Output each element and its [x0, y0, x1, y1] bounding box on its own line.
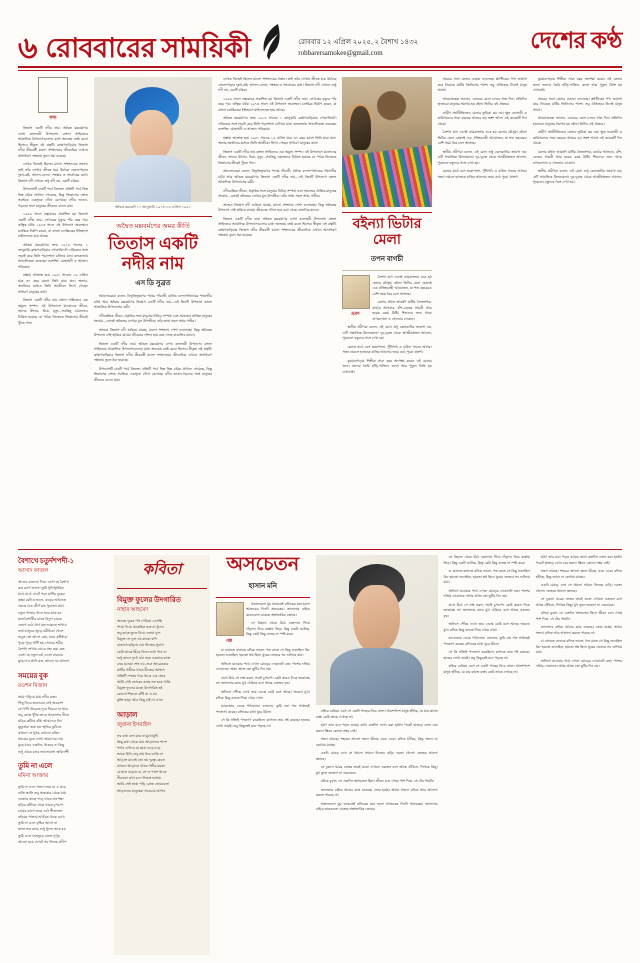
paragraph: বাইরে বেরিয়ে এসে সে একটা গাছের নিচে বসল। আশেপাশে মানুষ হাঁটছে, যে যার কাজে ব্যস্ত। কেউ তাকে দেখছে না।: [443, 664, 530, 674]
book-thumbnail-icon: [342, 275, 370, 309]
poem-line: পিছু ফিরে তাকাবার নেই অবকাশ: [18, 700, 63, 705]
poem-line: আড়ালের মানুষেরা সবচেয়ে আপন: [116, 788, 166, 793]
poem-line: মুছে দাও গ্লানি যত, আনো নব আলো: [18, 659, 70, 664]
paragraph: যক্ষ্মায় আক্রান্ত হয়ে ১৯৫১ সালের ১৬ এপ্রিল মাত্র ৩৭ বছর বয়সে তিনি মারা যান। অভাব-অনটনের মধ্যেও তিনি আজীবন লিখে গেছেন সাধারণ মানুষের কথা।: [18, 273, 88, 294]
poem-body: [18, 694, 108, 755]
paragraph: অদ্বৈত মল্লবর্মণের জন্ম ১৯১৪ সালের ১ জানুয়ারি ব্রাহ্মণবাড়িয়ার গোকর্ণঘাটে। দারিদ্র্যের সঙ্গে লড়াই করে তিনি পড়াশোনা চালিয়ে যান। কলকাতায় সাংবাদিকতা করেছেন নবশক্তি, মোহাম্মদী ও আজাদ পত্রিকায়।: [18, 242, 88, 269]
story-kicker: গল্প: [225, 637, 232, 643]
paragraph: মেলার মাঠে বসে যাত্রাপালা, পুঁথিপাঠ ও বাউল গানের আসর। সন্ধ্যা নামলে হ্যাজাক বাতির আলোয় জমে ওঠে পুরো প্রাঙ্গণ।: [437, 169, 527, 179]
poem-line: রুদ্র রূপে জাগো তুমি ধূলিধূসরিত: [18, 586, 64, 591]
paragraph: সন্ধ্যা নামছে। শহরের আলো জ্বলে উঠছে একে একে। রফিক হাঁটছে, কিন্তু জানে না কোথায় যাচ্ছে।: [315, 737, 438, 747]
poem-line: কিছু কথা থেকে যায় আড়ালের পাশে: [116, 739, 168, 744]
poem-line: ঝরে যাওয়া শেষ নয়, শুরু আরেকবার: [116, 661, 169, 666]
story-body-part2: [216, 648, 310, 729]
poem-body: [117, 733, 207, 794]
paragraph: বৈশাখ মাস এলেই গ্রামবাংলায় শুরু হয় মেলার মৌসুম। বইন্যা ভিটার মেলা তেমনই এক ঐতিহ্যবাহী আয়োজন, যা শত বছরেরও বেশি সময় ধরে চলে আসছে।: [437, 130, 527, 146]
paragraph: তিতাস একটি নদীর নাম বাংলা সাহিত্যের এক অমূল্য সম্পদ। এই উপন্যাসে মালোদের জীবন, তাদের উৎসব, বিয়ে, মৃত্যু—সবকিছু এমনভাবে চিত্রিত হয়েছে যে পাঠক নিজেকে তিতাসের তীরেই খুঁজে পান।: [218, 149, 337, 165]
paragraph: সমালোচকরা বলেন, বিভূতিভূষণের পথের পাঁচালী, মানিক বন্দ্যোপাধ্যায়ের পদ্মানদীর মাঝি আর অদ্বৈত মল্লবর্মণের তিতাস একটি নদীর নাম—এই তিনটি উপন্যাস বাংলা আঞ্চলিক উপন্যাসের ত্রয়ী।: [93, 294, 213, 310]
column-2: [94, 77, 212, 547]
paragraph: অফিসে যাওয়ার পথে দেখল মোড়ের দোকানটা বন্ধ। পাশের দর্জির দোকানও। অথচ আজ তো ছুটির দিন নয়।: [443, 588, 530, 599]
poem-line: বিমুক্ত ফুলের মতো উদগারিত হই: [116, 686, 163, 691]
poem-line: বাতি জ্বালি তবু অন্ধকার থেকে যায়: [18, 790, 67, 795]
article-headline: তিতাস একটি নদীর নাম: [108, 234, 198, 273]
paper-name: দেশের কণ্ঠ: [530, 28, 622, 53]
poetry-column-2: [114, 555, 210, 955]
poem-line: পর্দার ওপারে যে ছায়া নড়ে চড়ে: [116, 745, 161, 750]
mela-body-part1: [372, 275, 431, 325]
paragraph: মেলার প্রধান আকর্ষণ মাটির তৈজসপত্র, কাঠের আসবাব, বাঁশ-বেতের সামগ্রী আর হরেক রকম মিষ্টি। শিশুদের জন্য থাকে নাগরদোলা ও খেলনার দোকান।: [372, 300, 432, 321]
story-body-part1: [246, 602, 310, 641]
paragraph: অফিসে পৌঁছে দেখে তার ডেস্কে কেউ বসে আছে। অচেনা মুখ। রফিক কিছু বলতে গিয়ে থেমে গেল।: [215, 689, 310, 700]
poem-line: সময়ের বুকে লেখা আমাদের নাম: [18, 737, 63, 742]
poem-line: জেগে ওঠে প্রাণ যত শুকনো শাখায়: [18, 622, 67, 627]
poem-line: পুড়ে পুড়ে খাঁটি হয় সোনার শরীর: [18, 641, 63, 646]
paragraph: অদ্বৈত মল্লবর্মণের জন্ম ১৯১৪ সালের ১ জানুয়ারি ব্রাহ্মণবাড়িয়ার গোকর্ণঘাটে। দারিদ্র্যের সঙ্গে লড়াই করে তিনি পড়াশোনা চালিয়ে যান। কলকাতায় সাংবাদিকতা করেছেন নবশক্তি, মোহাম্মদী ও আজাদ পত্রিকায়।: [218, 116, 337, 132]
paragraph: অফিসে যাওয়ার পথে দেখল মোড়ের দোকানটা বন্ধ। পাশের দর্জির দোকানও। অথচ আজ তো ছুটির দিন নয়।: [215, 661, 310, 672]
story-body-part5: [536, 555, 622, 670]
paragraph: হঠাৎ তার মনে পড়ল মায়ের কথা। কতদিন ফোন করা হয়নি। পকেট হাতড়ে ফোন বের করল। স্ক্রিনে কোনো নম্বর নেই।: [535, 555, 623, 565]
mela-body-part3: [438, 77, 527, 180]
paragraph: সে ঢুকল। ঘরের ভেতর তারই মতো দেখতে একজন বসে আছে টেবিলে, লিখছে কিছু। মুখ তুলে তাকাল না একবারও।: [535, 597, 623, 607]
portrait-illustration-adwaita: [94, 77, 212, 202]
book-thumbnail-icon: [38, 77, 68, 113]
mela-body-part4: [533, 77, 622, 186]
paragraph: আজও তিতাস নদী শুকিয়ে যাচ্ছে, মালো সম্প্রদায় পেশা বদলাচ্ছে। কিন্তু অদ্বৈতর উপন্যাস সেই হারিয়ে যাওয়া জীবনের দলিল হয়ে রয়ে গেছে বাঙালির মননে।: [93, 327, 213, 338]
poem-line: কখনো সে ধূসর, কখনো রঙিন: [18, 731, 60, 736]
paragraph: কুমোরপাড়ার শিল্পীরা সারা বছর অপেক্ষা করেন এই মেলার জন্য। তাদের তৈরি হাঁড়ি-পাতিল, কলস আর পুতুল বিক্রি হয় এখানেই।: [342, 358, 432, 374]
paragraph: চা বানাতে বানাতে রফিক ভাবল, গত রাতে সে কিছু শুনেছিল কি? হয়তো শুনেছিল, হয়তো স্বপ্ন ছিল। ঘুমের ভেতরে সব গুলিয়ে যায়।: [443, 569, 530, 585]
bottom-section: [18, 555, 622, 955]
paragraph: অফিসে পৌঁছে দেখে তার ডেস্কে কেউ বসে আছে। অচেনা মুখ। রফিক কিছু বলতে গিয়ে থেমে গেল।: [443, 622, 530, 632]
paragraph: স্থানীয় প্রবীণরা বলেন, এই মেলা শুধু কেনাকাটার জায়গা নয়; এটি সামাজিক মিলনমেলা। দূর-দূরান্ত থেকে আত্মীয়স্বজন আসেন, পুরোনো বন্ধুদের সঙ্গে দেখা হয়।: [437, 149, 527, 165]
column-4: [342, 77, 431, 547]
poem-line: যে পাখি উড়েছে দূরে ফিরবে না আর: [18, 706, 68, 711]
paragraph: তিতাস একটি নদীর নাম বাংলা সাহিত্যের এক অমূল্য সম্পদ। এই উপন্যাসে মালোদের জীবন, তাদের উৎসব, বিয়ে, মৃত্যু—সবকিছু এমনভাবে চিত্রিত হয়েছে যে পাঠক নিজেকে তিতাসের তীরেই খুঁজে পান।: [18, 298, 88, 325]
paragraph: সন্ধ্যা নামছে। শহরের আলো জ্বলে উঠছে একে একে। রফিক হাঁটছে, কিন্তু জানে না কোথায় যাচ্ছে।: [535, 569, 623, 579]
column-3: [218, 77, 336, 547]
poem-author: আসাদ কাজল: [18, 568, 49, 574]
paragraph: রফিক বুঝল, সে এতদিন অসচেতন ছিল। জীবন চলে গেছে পাশ দিয়ে, সে টের পায়নি।: [320, 779, 435, 784]
book-thumbnail-icon: [216, 602, 244, 636]
paragraph: স্থানীয় প্রবীণরা বলেন, এই মেলা শুধু কেনাকাটার জায়গা নয়; এটি সামাজিক মিলনমেলা। দূর-দূরান্ত থেকে আত্মীয়স্বজন আসেন, পুরোনো বন্ধুদের সঙ্গে দেখা হয়।: [532, 169, 623, 185]
story-byline: হাসান মনি: [248, 581, 278, 590]
paragraph: লেখক নিজেই ছিলেন মালো সম্প্রদায়ের সন্তান। তাই তাঁর লেখায় জীবন্ত হয়ে উঠেছে জেলেপাড়ার দুঃখ-কষ্ট, আনন্দ-বেদনা, সংস্কার ও সংগ্রামের কথা। তিতাস নদী এখানে শুধু নদী নয়, একটি চরিত্র।: [18, 162, 88, 183]
paragraph: ১৯৫৬ সালে গ্রন্থাকারে প্রকাশিত হয় তিতাস একটি নদীর নাম। লেখকের মৃত্যুর পাঁচ বছর পর। ঋত্বিক ঘটক ১৯৭৩ সালে এই উপন্যাস অবলম্বনে চলচ্চিত্র নির্মাণ করেন, যা বাংলা চলচ্চিত্রের ইতিহাসে মাইলফলক হয়ে আছে।: [218, 96, 337, 112]
paragraph: যক্ষ্মায় আক্রান্ত হয়ে ১৯৫১ সালের ১৬ এপ্রিল মাত্র ৩৭ বছর বয়সে তিনি মারা যান। অভাব-অনটনের মধ্যেও তিনি আজীবন লিখে গেছেন সাধারণ মানুষের কথা।: [218, 135, 337, 146]
paragraph: আয়োজকরা জানান, এবারের মেলা চলবে সাত দিন। প্রতিদিন হাজারো মানুষের সমাগম হয় বইন্যা ভিটার এই প্রান্তরে।: [437, 96, 527, 107]
poem-line: মুহূর্তেরা জমা হয় স্মৃতির কুঠিতে: [18, 725, 62, 730]
masthead-meta: [298, 37, 530, 62]
poem-title: সময়ের বুক: [18, 671, 48, 680]
paragraph: লেখক নিজেই ছিলেন মালো সম্প্রদায়ের সন্তান। তাই তাঁর লেখায় জীবন্ত হয়ে উঠেছে জেলেপাড়ার দুঃখ-কষ্ট, আনন্দ-বেদনা, সংস্কার ও সংগ্রামের কথা। তিতাস নদী এখানে শুধু নদী নয়, একটি চরিত্র।: [218, 77, 337, 93]
poem-author: রওশন মিজান: [18, 682, 48, 689]
paragraph: মেলার প্রধান আকর্ষণ মাটির তৈজসপত্র, কাঠের আসবাব, বাঁশ-বেতের সামগ্রী আর হরেক রকম মিষ্টি। শিশুদের জন্য থাকে নাগরদোলা ও খেলনার দোকান।: [532, 149, 623, 165]
poem-title: বিমুক্ত ফুলের উদগারিত: [116, 596, 181, 604]
poem-line: পায়ে পায়ে জমেছিল কত না ধুলো: [116, 625, 164, 630]
paragraph: নদীকেন্দ্রিক জীবন, প্রকৃতির সঙ্গে মানুষের নিবিড় সম্পর্ক এবং সমাজের প্রান্তিক মানুষের সংগ্রাম—এসবই অদ্বৈতর লেখার মূল উপজীব্য। তাঁর ভাষা সরল অথচ গভীর।: [93, 313, 213, 324]
poem-line: কখনো আড়ালে থাকে গভীর মমতা: [116, 764, 166, 769]
story-column-3: [444, 555, 530, 955]
poem-line: আগুন ঝরানো দিনে এসো হে বৈশাখ: [18, 580, 69, 584]
paragraph: সমালোচকরা বলেন, বিভূতিভূষণের পথের পাঁচালী, মানিক বন্দ্যোপাধ্যায়ের পদ্মানদীর মাঝি আর অদ্বৈত মল্লবর্মণের তিতাস একটি নদীর নাম—এই তিনটি উপন্যাস বাংলা আঞ্চলিক উপন্যাসের ত্রয়ী।: [218, 169, 337, 185]
column-6: [533, 77, 622, 547]
divider: [216, 597, 310, 598]
column-1: [18, 77, 88, 547]
masthead: [18, 22, 622, 68]
paragraph: একটা মোড়ে এসে সে থামল। সামনে নিজের বাড়ি। দরজা খোলা। ভেতরে আলো জ্বলছে।: [535, 583, 623, 593]
paragraph: বৈশাখ মাস এলেই গ্রামবাংলায় শুরু হয় মেলার মৌসুম। বইন্যা ভিটার মেলা তেমনই এক ঐতিহ্যবাহী আয়োজন, যা শত বছরেরও বেশি সময় ধরে চলে আসছে।: [372, 275, 432, 296]
paragraph: জানালার বাইরে আবার কাক ডাকছে। ভোর হচ্ছে। অথবা সন্ধ্যা। রফিক আর আলাদা করতে পারছে না।: [535, 625, 623, 635]
paragraph: তিতাস একটি নদীর নাম। অদ্বৈত মল্লবর্মণের লেখা কালজয়ী উপন্যাস। বাংলা সাহিত্যের আঞ্চলিক উপন্যাসগুলোর মধ্যে অন্যতম শ্রেষ্ঠ রচনা হিসেবে স্বীকৃত এই গ্রন্থটি। ব্রাহ্মণবাড়িয়ার তিতাস নদীর তীরবর্তী মালো সম্প্রদায়ের জীবনচিত্র এখানে অসাধারণ দক্ষতায় তুলে ধরা হয়েছে।: [218, 216, 337, 238]
poem-line: নতুন পাতার গানে ভরে যাক বন: [18, 610, 62, 615]
poem-body: [117, 618, 207, 704]
paragraph: ১৯৫৬ সালে গ্রন্থাকারে প্রকাশিত হয় তিতাস একটি নদীর নাম। লেখকের মৃত্যুর পাঁচ বছর পর। ঋত্বিক ঘটক ১৯৭৩ সালে এই উপন্যাস অবলম্বনে চলচ্চিত্র নির্মাণ করেন, যা বাংলা চলচ্চিত্রের ইতিহাসে মাইলফলক হয়ে আছে।: [18, 212, 88, 239]
poem-line: বইয়ের পাতায় আটকে থাকে চোখ: [18, 815, 65, 820]
story-column-2: [316, 555, 438, 955]
column-5: [438, 77, 527, 547]
mela-byline: তপন বাগচী: [370, 255, 404, 264]
divider: [342, 212, 431, 213]
poem-line: বাতাসে ছড়িয়ে দেয় নিজের সুবাস: [116, 643, 164, 648]
poem-line: তুমি না এলে সন্ধ্যা নামে না এ ঘরে: [18, 784, 66, 789]
paragraph: মেলার মাঠে বসে যাত্রাপালা, পুঁথিপাঠ ও বাউল গানের আসর। সন্ধ্যা নামলে হ্যাজাক বাতির আলোয় জমে ওঠে পুরো প্রাঙ্গণ।: [342, 344, 432, 355]
article-main-body-part2: [94, 294, 212, 383]
paragraph: ম্যানেজার ডেকে পাঠালেন। বললেন, তুমি তো গত সপ্তাহেই পদত্যাগ করেছ। রফিকের মাথা ঘুরে উঠল।: [443, 636, 530, 646]
poem-line: বৈশাখ শেখায় মোরে সহ্য করা ব্রত: [18, 647, 65, 652]
divider: [117, 588, 207, 589]
masthead-rule: [18, 70, 622, 71]
poetry-column-1: [18, 555, 108, 955]
paragraph: নদীকেন্দ্রিক জীবন, প্রকৃতির সঙ্গে মানুষের নিবিড় সম্পর্ক এবং সমাজের প্রান্তিক মানুষের সংগ্রাম—এসবই অদ্বৈতর লেখার মূল উপজীব্য। তাঁর ভাষা সরল অথচ গভীর।: [218, 188, 337, 199]
paragraph: জানালার বাইরে আবার কাক ডাকছে। ভোর হচ্ছে। অথবা সন্ধ্যা। রফিক আর আলাদা করতে পারছে না।: [315, 787, 438, 798]
article-kicker-godyo: গদ্য: [49, 116, 57, 121]
poem-author: নাহার আহমেদ: [116, 607, 149, 613]
paragraph: সে বিছানা থেকে উঠে বারান্দায় গিয়ে দাঁড়াল। নিচে রাস্তায় ভিড়। কিছু একটা ঘটেছে, কিন্তু কেউ কিছু বলছে না স্পষ্ট করে।: [245, 621, 310, 637]
poem-author: মমিনা আক্তার: [18, 772, 49, 779]
poem-line: মাঠে মাঠে ফেটে পড়া মাটির বুকের: [18, 592, 65, 597]
paragraph: চা বানাতে বানাতে রফিক ভাবল, গত রাতে সে কিছু শুনেছিল কি? হয়তো শুনেছিল, হয়তো স্বপ্ন ছিল। ঘুমের ভেতরে সব গুলিয়ে যায়।: [535, 639, 623, 655]
paragraph: সময়ের সঙ্গে মেলার চেহারা বদলেছে। প্লাস্টিকের পণ্য জায়গা করে নিয়েছে মাটির জিনিসের পাশে। তবু ঐতিহ্যের টানেই মানুষ আসে।: [437, 77, 527, 93]
poem-line: অনেক দূরের পথ পেরিয়ে এসেছি: [116, 619, 163, 623]
poem-line: তাকে চিনি, তবু নাম ধরে ডাকি না: [116, 751, 163, 756]
paragraph: ম্যানেজার ডেকে পাঠালেন। বললেন, তুমি তো গত সপ্তাহেই পদত্যাগ করেছ। রফিকের মাথা ঘুরে উঠল।: [215, 704, 310, 714]
poem-author: জুবানা ইসমাইল: [116, 721, 151, 728]
poem-line: আমি সেই ভাষা পড়ি রোজ ভোরবেলা: [116, 782, 170, 787]
poetry-section-badge: কবিতা: [142, 562, 182, 578]
poem-line: তপ্ত বালুচর জুড়ে মরীচিকা খেলে: [18, 628, 64, 633]
paragraph: আজও তিতাস নদী শুকিয়ে যাচ্ছে, মালো সম্প্রদায় পেশা বদলাচ্ছে। কিন্তু অদ্বৈতর উপন্যাস সেই হারিয়ে যাওয়া জীবনের দলিল হয়ে রয়ে গেছে বাঙালির মননে।: [218, 202, 337, 213]
poem-title: আড়াল: [116, 710, 138, 719]
paragraph: বাইরে বেরিয়ে এসে সে একটা গাছের নিচে বসল। আশেপাশে মানুষ হাঁটছে, যে যার কাজে ব্যস্ত। কেউ তাকে দেখছে না।: [315, 709, 438, 719]
poem-body: [18, 784, 108, 845]
poem-line: যে হাত বাড়ায় না, সে-ও পাশে থাকে: [116, 770, 167, 775]
poem-line: বিমুক্ত সে ফুল নয় কারো বন্দি: [116, 637, 158, 642]
paragraph: সকালবেলা ঘুম ভাঙতেই রফিকের মনে হলো আজকের দিনটা অন্যরকম। জানালার বাইরে কাকগুলো ডাকছে অস্বাভাবিক জোরে।: [245, 601, 310, 617]
paragraph: সে কি সত্যিই পদত্যাগ করেছিল? কাগজে তার সই রয়েছে। হাতের লেখা তারই। তবু কিছুতেই মনে পড়ছে না।: [443, 650, 530, 660]
poem-line: দরজার কাছে পড়ে থাকে অপেক্ষা: [18, 796, 64, 801]
poem-line: তৃষ্ণা মেটাও জলে, ঝড়ের আঘাতে: [18, 598, 67, 603]
paragraph: চা বানাতে বানাতে রফিক ভাবল, গত রাতে সে কিছু শুনেছিল কি? হয়তো শুনেছিল, হয়তো স্বপ্ন ছিল। ঘুমের ভেতরে সব গুলিয়ে যায়।: [215, 647, 310, 658]
poem-line: কালবৈশাখীর রাতে বিদ্যুৎ চমকে: [18, 616, 62, 621]
divider: [94, 216, 212, 217]
article-main-body-part3: [218, 77, 336, 239]
paragraph: উপন্যাসটি চারটি পর্বে বিভক্ত। প্রতিটি পর্বে ভিন্ন ভিন্ন চরিত্র প্রাধান্য পেয়েছে, কিন্তু তিতাসের স্রোত সবাইকে একসূত্রে গেঁথে রেখেছে। নদীর ভাঙন-গড়নের সঙ্গে মানুষের জীবনও বদলে যায়।: [18, 187, 88, 208]
paragraph: উপন্যাসটি চারটি পর্বে বিভক্ত। প্রতিটি পর্বে ভিন্ন ভিন্ন চরিত্র প্রাধান্য পেয়েছে, কিন্তু তিতাসের স্রোত সবাইকে একসূত্রে গেঁথে রেখেছে। নদীর ভাঙন-গড়নের সঙ্গে মানুষের জীবনও বদলে যায়।: [93, 366, 213, 382]
poem-line: এসো হে নতুন বর্ষ, এসো বারবার: [18, 653, 63, 658]
poem-line: শুধু থেকে যাবে ভালোবাসা অবিনাশী: [18, 749, 69, 754]
paragraph: কুমোরপাড়ার শিল্পীরা সারা বছর অপেক্ষা করেন এই মেলার জন্য। তাদের তৈরি হাঁড়ি-পাতিল, কলস আর পুতুল বিক্রি হয় এখানেই।: [532, 77, 623, 93]
poem-line: শুধু জানে ফুটে ওঠা তার একমাত্র কাজ: [116, 655, 171, 660]
contact-email: robbarersamokee@gmail.com: [298, 48, 383, 57]
paragraph: সে কি সত্যিই পদত্যাগ করেছিল? কাগজে তার সই রয়েছে। হাতের লেখা তারই। তবু কিছুতেই মনে পড়ছে না।: [215, 718, 310, 728]
poem-line: আমি সেই ভোরের কাছে নত হয়ে থাকি: [116, 680, 171, 685]
poem-line: তুমি এলে ঘরজুড়ে বাজে নূপুর: [18, 833, 60, 838]
divider: [342, 270, 431, 271]
poem-line: মুছে যাবে একদিন, থাকবে না কিছু: [18, 743, 65, 748]
story-column-1: [216, 555, 310, 955]
fair-photograph: [342, 77, 431, 207]
article-byline: এস ডি সুব্রত: [135, 279, 171, 288]
article-subheadline: অদ্বৈত মল্লবর্মণের অমর কীর্তি: [116, 223, 190, 230]
poem-line: ঘড়ির কাঁটায় বাঁধা আমাদের দিন: [18, 718, 62, 723]
poem-title: বৈশাখে চতুর্দশপদী-১: [18, 557, 75, 565]
portrait-caption: অদ্বৈত মল্লবর্মণ । ১ জানুয়ারি ১৯১৪-১৬ এপ্রিল ১৯৫১: [114, 205, 192, 209]
feather-logo-icon: [258, 22, 284, 62]
poem-line: আড়াল মানেই তো নয় দূরত্ব কেবল: [116, 757, 165, 762]
poem-line: সব কথা বলা যায় না মুখোমুখি: [116, 733, 159, 738]
portrait-illustration-story: [316, 555, 438, 705]
story-body-part4: [444, 555, 530, 675]
section-divider: [18, 549, 622, 550]
poem-line: তুমি না এলে বৃষ্টিও আসে না: [18, 821, 58, 826]
poem-line: তবুও তো আসে মেঘ, নামে বৃষ্টিধারা: [18, 634, 68, 639]
issue-date: রোববার ১২ এপ্রিল ২০২৫, ২ বৈশাখ ১৪৩২: [298, 38, 419, 46]
paragraph: অফিসে যাওয়ার পথে দেখল মোড়ের দোকানটা বন্ধ। পাশের দর্জির দোকানও। অথচ আজ তো ছুটির দিন নয়।: [535, 658, 623, 669]
poem-line: মাটির গভীরে থাকে বীজের আশ্বাস: [116, 667, 165, 672]
poem-line: আলো হয়ে ফোটে সব নিভন্ত প্রদীপ: [18, 839, 67, 844]
paragraph: সে বিছানা থেকে উঠে বারান্দায় গিয়ে দাঁড়াল। নিচে রাস্তায় ভিড়। কিছু একটা ঘটেছে, কিন্তু কেউ কিছু বলছে না স্পষ্ট করে।: [443, 555, 530, 565]
poem-body: [18, 579, 108, 665]
paragraph: সময়ের সঙ্গে মেলার চেহারা বদলেছে। প্লাস্টিকের পণ্য জায়গা করে নিয়েছে মাটির জিনিসের পাশে। তবু ঐতিহ্যের টানেই মানুষ আসে।: [532, 96, 623, 112]
poem-line: কেউ তাকে ছিঁড়ে নিলে ব্যথা পায় না: [116, 649, 167, 654]
page-number: ৬: [18, 32, 38, 65]
poem-line: ভেঙে দাও জীর্ণ যত পুরাতন কথা: [18, 604, 64, 609]
poem-line: ঘড়ির কাঁটারা থেমে থাকে চুপচাপ: [18, 802, 64, 807]
paragraph: একটা মোড়ে এসে সে থামল। সামনে নিজের বাড়ি। দরজা খোলা। ভেতরে আলো জ্বলছে।: [315, 751, 438, 761]
poem-line: চায়ের কাপে জমে ওঠে শীতলতা: [18, 809, 63, 814]
story-column-4: [536, 555, 622, 955]
poem-line: তবু হাতে তুলে নিয়ে এলাম ফুল: [116, 631, 161, 636]
paragraph: গ্রামীণ অর্থনীতিতেও মেলার ভূমিকা কম নয়। ক্ষুদ্র ব্যবসায়ী ও কারিগরদের সারা বছরের আয়ের বড় অংশ আসে এই কয়েকটি দিন থেকে।: [437, 110, 527, 126]
article-main-body-part1: [18, 126, 88, 326]
supplement-title: রোববারের সাময়িকী: [45, 33, 251, 63]
paragraph: বাসে উঠে সে লক্ষ করল, সবাই চুপচাপ। কেউ কারও দিকে তাকাচ্ছে না। জানালার কাচে মুখ ঠেকিয়ে বসে আছে একজন বৃদ্ধ।: [215, 675, 310, 686]
paragraph: রফিক বুঝল, সে এতদিন অসচেতন ছিল। জীবন চলে গেছে পাশ দিয়ে, সে টের পায়নি।: [535, 611, 623, 621]
paragraph: আয়োজকরা জানান, এবারের মেলা চলবে সাত দিন। প্রতিদিন হাজারো মানুষের সমাগম হয় বইন্যা ভিটার এই প্রান্তরে।: [532, 116, 623, 126]
mela-body-part2: [342, 325, 431, 375]
poem-line: জানালার কাচে শুধু ধুলো জমে রয়: [18, 827, 66, 832]
paragraph: হঠাৎ তার মনে পড়ল মায়ের কথা। কতদিন ফোন করা হয়নি। পকেট হাতড়ে ফোন বের করল। স্ক্রিনে কোনো নম্বর নেই।: [315, 723, 438, 733]
paragraph: তিতাস একটি নদীর নাম। অদ্বৈত মল্লবর্মণের লেখা কালজয়ী উপন্যাস। বাংলা সাহিত্যের আঞ্চলিক উপন্যাসগুলোর মধ্যে অন্যতম শ্রেষ্ঠ রচনা হিসেবে স্বীকৃত এই গ্রন্থটি। ব্রাহ্মণবাড়িয়ার তিতাস নদীর তীরবর্তী মালো সম্প্রদায়ের জীবনচিত্র এখানে অসাধারণ দক্ষতায় তুলে ধরা হয়েছে।: [93, 341, 213, 363]
mela-headline: বইন্যা ভিটার মেলা: [352, 217, 422, 249]
mela-kicker: ভ্রমণ: [351, 311, 360, 317]
top-section: [18, 77, 622, 547]
poem-line: প্রতিটি শেষের পরে থাকে এক ভোর: [116, 673, 166, 678]
poem-title: তুমি না এলে: [18, 761, 53, 770]
masthead-left: [18, 22, 284, 65]
paragraph: বাসে উঠে সে লক্ষ করল, সবাই চুপচাপ। কেউ কারও দিকে তাকাচ্ছে না। জানালার কাচে মুখ ঠেকিয়ে বসে আছে একজন বৃদ্ধ।: [443, 602, 530, 618]
paragraph: সে ঢুকল। ঘরের ভেতর তারই মতো দেখতে একজন বসে আছে টেবিলে, লিখছে কিছু। মুখ তুলে তাকাল না একবারও।: [315, 765, 438, 775]
poem-line: মুক্তি ছাড়া আর কিছু চাই না এখন: [116, 698, 163, 703]
poem-line: কোনো শিকলে বাঁধি না এ মন: [116, 692, 158, 697]
paragraph: স্থানীয় প্রবীণরা বলেন, এই মেলা শুধু কেনাকাটার জায়গা নয়; এটি সামাজিক মিলনমেলা। দূর-দূরান্ত থেকে আত্মীয়স্বজন আসেন, পুরোনো বন্ধুদের সঙ্গে দেখা হয়।: [342, 325, 432, 341]
paragraph: সকালবেলা ঘুম ভাঙতেই রফিকের মনে হলো আজকের দিনটা অন্যরকম। জানালার বাইরে কাকগুলো ডাকছে অস্বাভাবিক জোরে।: [315, 801, 438, 812]
poem-line: তবু রোজ খুঁজি তারে আকাশের নীলে: [18, 712, 70, 717]
poem-line: সময় গড়িয়ে যায় নদীর মতন: [18, 694, 57, 699]
poem-line: নীরবতা কথা বলে নিজস্ব ভাষায়: [116, 776, 161, 781]
story-headline: অসচেতন: [226, 554, 300, 575]
paragraph: গ্রামীণ অর্থনীতিতেও মেলার ভূমিকা কম নয়। ক্ষুদ্র ব্যবসায়ী ও কারিগরদের সারা বছরের আয়ের বড় অংশ আসে এই কয়েকটি দিন থেকে।: [532, 130, 623, 146]
paragraph: তিতাস একটি নদীর নাম। অদ্বৈত মল্লবর্মণের লেখা কালজয়ী উপন্যাস। বাংলা সাহিত্যের আঞ্চলিক উপন্যাসগুলোর মধ্যে অন্যতম শ্রেষ্ঠ রচনা হিসেবে স্বীকৃত এই গ্রন্থটি। ব্রাহ্মণবাড়িয়ার তিতাস নদীর তীরবর্তী মালো সম্প্রদায়ের জীবনচিত্র এখানে অসাধারণ দক্ষতায় তুলে ধরা হয়েছে।: [18, 126, 88, 158]
story-body-part3: [316, 709, 438, 813]
